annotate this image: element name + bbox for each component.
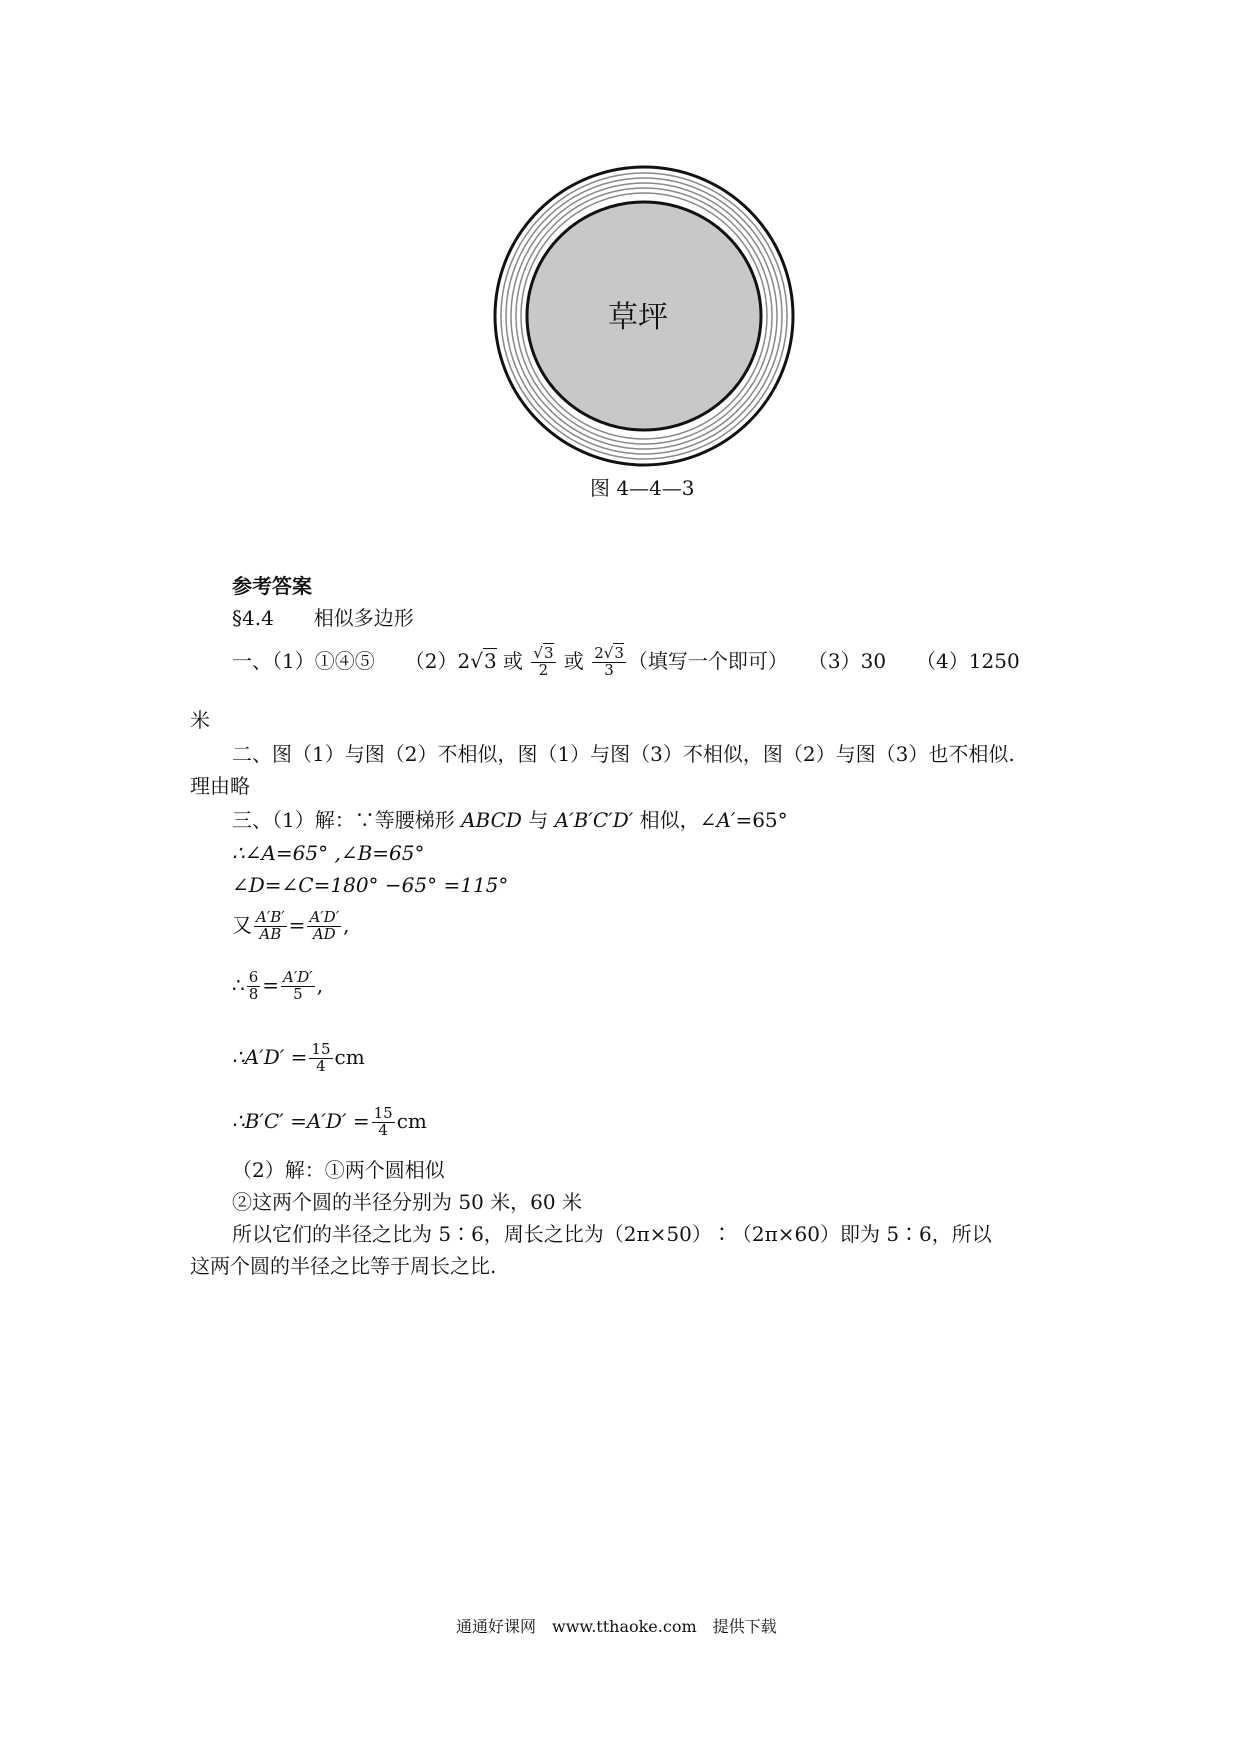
q3-line-4: 又 $\frac{A'B'}{AB}$ = $\frac{A'D'}{AD}$ , — [232, 908, 350, 943]
fraction-6-8: $\frac{6}{8}$ — [248, 968, 259, 1003]
fraction-ad-5: $\frac{A'D'}{5}$ — [283, 968, 313, 1003]
q3-line-2: ∴∠A=65° ,∠B=65° — [232, 841, 425, 865]
sqrt-3: √3 — [470, 648, 497, 673]
fraction-15-4-b: $\frac{15}{4}$ — [373, 1104, 393, 1139]
answers-heading: 参考答案 — [232, 574, 312, 598]
figure-caption: 图 4—4—3 — [590, 476, 695, 500]
fraction-ab: $\frac{A'B'}{AB}$ — [256, 908, 285, 943]
q1-lead: 一、（1）①④⑤ （2）2 — [232, 648, 471, 673]
q3-part2-line-2: ②这两个圆的半径分别为 50 米，60 米 — [232, 1190, 582, 1214]
q1-wrap: 米 — [190, 708, 210, 732]
q3-line-5: ∴ $\frac{6}{8}$ = $\frac{A'D'}{5}$ , — [232, 968, 324, 1003]
fraction-ad: $\frac{A'D'}{AD}$ — [309, 908, 340, 943]
q3-line-7: ∴B′C′ =A′D′ = $\frac{15}{4}$ cm — [232, 1104, 427, 1139]
q2-line-2: 理由略 — [190, 774, 250, 798]
q2-line-1: 二、图（1）与图（2）不相似，图（1）与图（3）不相似，图（2）与图（3）也不相似. — [232, 742, 1015, 766]
q3-line-6: ∴A′D′ = $\frac{15}{4}$ cm — [232, 1040, 365, 1075]
page-footer: 通通好课网 www.tthaoke.com 提供下载 — [456, 1617, 777, 1636]
q1-or-1: 或 — [496, 648, 530, 673]
q1-line — [232, 646, 1020, 679]
q3-part2-line-3: 所以它们的半径之比为 5∶6，周长之比为（2π×50）∶（2π×60）即为 5∶6，所以 — [232, 1222, 992, 1246]
lawn-label: 草坪 — [608, 300, 668, 335]
q3-line-1: 三、（1）解：∵等腰梯形 ABCD 与 A′B′C′D′ 相似，∠A′=65° — [232, 808, 788, 832]
q3-part2-line-1: （2）解：①两个圆相似 — [232, 1158, 445, 1182]
fraction-15-4: $\frac{15}{4}$ — [311, 1040, 331, 1075]
fraction-sqrt3-over-2: $\frac{√3}{2}$ — [533, 644, 554, 679]
section-title: §4.4 相似多边形 — [232, 606, 414, 630]
q1-or-2: 或 — [557, 648, 591, 673]
q3-part2-line-4: 这两个圆的半径之比等于周长之比. — [190, 1254, 497, 1278]
q3-line-3: ∠D=∠C=180° −65° =115° — [232, 873, 509, 897]
q1-tail: （填写一个即可） （3）30 （4）1250 — [627, 648, 1020, 673]
fraction-2sqrt3-over-3: $\frac{2√3}{3}$ — [594, 644, 624, 679]
